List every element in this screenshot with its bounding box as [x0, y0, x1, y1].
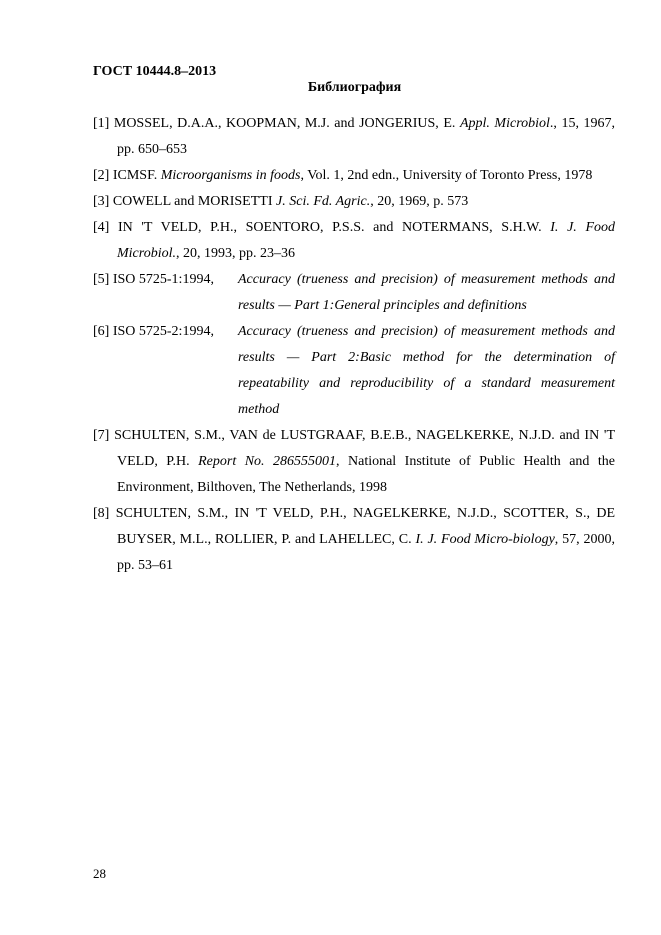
reference-authors: SCHULTEN, S.M., VAN de LUSTGRAAF, B.E.B., NAGELKERKE, N.J.D. and IN 'T VELD, P.H.: [114, 428, 615, 469]
reference-number: [2]: [93, 168, 110, 183]
reference-description: Accuracy (trueness and precision) of measurement methods and results — Part 2:Basic method for the determination of repeatability and reproducibility of a standard measurement method: [238, 324, 615, 417]
reference-details: , 20, 1993, pp. 23–36: [175, 246, 295, 261]
reference-label: [93, 267, 238, 319]
reference-number: [5]: [93, 272, 110, 287]
reference-authors: IN 'T VELD, P.H., SOENTORO, P.S.S. and NOTERMANS, S.H.W.: [117, 220, 551, 235]
reference-list: [93, 111, 615, 579]
reference-source: J. Sci. Fd. Agric.: [276, 194, 371, 209]
reference-description: Accuracy (trueness and precision) of measurement methods and results — Part 1:General principles and definitions: [238, 272, 615, 313]
reference-details: , 57, 2000, pp. 53–61: [117, 532, 615, 573]
reference-number: [7]: [93, 428, 110, 443]
reference-details: , 20, 1969, p. 573: [370, 194, 469, 209]
reference-label: [93, 319, 238, 423]
reference-source: Microorganisms in foods: [160, 168, 301, 183]
reference-number: [4]: [93, 220, 110, 235]
reference-item: [93, 319, 615, 423]
reference-authors: MOSSEL, D.A.A., KOOPMAN, M.J. and JONGERIUS, E.: [113, 116, 460, 131]
reference-item: [93, 111, 615, 163]
page-number: 28: [93, 866, 106, 881]
reference-authors: SCHULTEN, S.M., IN 'T VELD, P.H., NAGELKERKE, N.J.D., SCOTTER, S., DE BUYSER, M.L., ROLLIER, P. and LAHELLEC, C.: [115, 506, 616, 547]
reference-number: [3]: [93, 194, 110, 209]
reference-item: [93, 267, 615, 319]
reference-source: I. J. Food Micro-biology: [415, 532, 555, 547]
reference-standard: ISO 5725-1:1994,: [112, 272, 214, 287]
reference-item: [93, 501, 615, 579]
bibliography-title: Библиография: [307, 80, 402, 95]
reference-authors: ICMSF.: [112, 168, 161, 183]
reference-source: Appl. Microbiol: [459, 116, 550, 131]
reference-source: I. J. Food Microbiol.: [117, 220, 616, 261]
reference-number: [1]: [93, 116, 110, 131]
reference-details: , National Institute of Public Health and the Environment, Bilthoven, The Netherlands, 1998: [117, 454, 615, 495]
reference-number: [8]: [93, 506, 110, 521]
reference-details: , Vol. 1, 2nd edn., University of Toronto Press, 1978: [300, 168, 593, 183]
reference-item: [93, 189, 615, 215]
reference-item: [93, 423, 615, 501]
standard-code: ГОСТ 10444.8–2013: [93, 64, 217, 79]
reference-source: Report No. 286555001: [198, 454, 337, 469]
reference-standard: ISO 5725-2:1994,: [112, 324, 214, 339]
reference-item: [93, 215, 615, 267]
reference-number: [6]: [93, 324, 110, 339]
reference-authors: COWELL and MORISETTI: [112, 194, 277, 209]
reference-item: [93, 163, 615, 189]
reference-details: ., 15, 1967, pp. 650–653: [117, 116, 615, 157]
